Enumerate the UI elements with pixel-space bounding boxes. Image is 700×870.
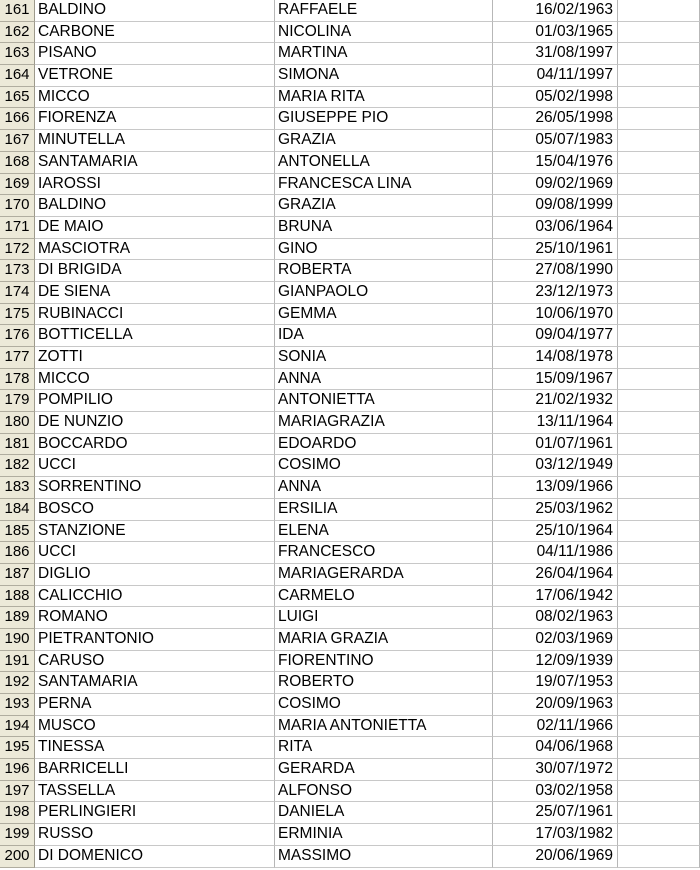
name-cell[interactable]: FRANCESCO [275, 542, 493, 564]
date-cell[interactable]: 03/06/1964 [493, 217, 618, 239]
date-cell[interactable]: 13/11/1964 [493, 412, 618, 434]
row-header[interactable]: 161 [0, 0, 35, 22]
date-cell[interactable]: 17/03/1982 [493, 824, 618, 846]
row-header[interactable]: 183 [0, 477, 35, 499]
name-cell[interactable]: DANIELA [275, 802, 493, 824]
name-cell[interactable]: RAFFAELE [275, 0, 493, 22]
date-cell[interactable]: 03/12/1949 [493, 455, 618, 477]
empty-cell[interactable] [618, 217, 700, 239]
surname-cell[interactable]: DI BRIGIDA [35, 260, 275, 282]
date-cell[interactable]: 01/07/1961 [493, 434, 618, 456]
surname-cell[interactable]: MUSCO [35, 716, 275, 738]
empty-cell[interactable] [618, 499, 700, 521]
row-header[interactable]: 186 [0, 542, 35, 564]
surname-cell[interactable]: ROMANO [35, 607, 275, 629]
surname-cell[interactable]: BALDINO [35, 195, 275, 217]
surname-cell[interactable]: FIORENZA [35, 108, 275, 130]
empty-cell[interactable] [618, 108, 700, 130]
date-cell[interactable]: 09/08/1999 [493, 195, 618, 217]
empty-cell[interactable] [618, 629, 700, 651]
empty-cell[interactable] [618, 369, 700, 391]
surname-cell[interactable]: DIGLIO [35, 564, 275, 586]
date-cell[interactable]: 09/02/1969 [493, 174, 618, 196]
surname-cell[interactable]: BOCCARDO [35, 434, 275, 456]
name-cell[interactable]: GIUSEPPE PIO [275, 108, 493, 130]
row-header[interactable]: 195 [0, 737, 35, 759]
row-header[interactable]: 169 [0, 174, 35, 196]
empty-cell[interactable] [618, 152, 700, 174]
date-cell[interactable]: 16/02/1963 [493, 0, 618, 22]
surname-cell[interactable]: DE MAIO [35, 217, 275, 239]
name-cell[interactable]: MARIA RITA [275, 87, 493, 109]
date-cell[interactable]: 25/07/1961 [493, 802, 618, 824]
row-header[interactable]: 172 [0, 239, 35, 261]
date-cell[interactable]: 04/11/1986 [493, 542, 618, 564]
date-cell[interactable]: 25/10/1961 [493, 239, 618, 261]
empty-cell[interactable] [618, 716, 700, 738]
date-cell[interactable]: 12/09/1939 [493, 651, 618, 673]
row-header[interactable]: 187 [0, 564, 35, 586]
row-header[interactable]: 191 [0, 651, 35, 673]
empty-cell[interactable] [618, 434, 700, 456]
row-header[interactable]: 198 [0, 802, 35, 824]
empty-cell[interactable] [618, 607, 700, 629]
date-cell[interactable]: 26/04/1964 [493, 564, 618, 586]
date-cell[interactable]: 19/07/1953 [493, 672, 618, 694]
empty-cell[interactable] [618, 542, 700, 564]
empty-cell[interactable] [618, 737, 700, 759]
empty-cell[interactable] [618, 477, 700, 499]
row-header[interactable]: 163 [0, 43, 35, 65]
date-cell[interactable]: 23/12/1973 [493, 282, 618, 304]
date-cell[interactable]: 15/09/1967 [493, 369, 618, 391]
name-cell[interactable]: ANNA [275, 369, 493, 391]
date-cell[interactable]: 15/04/1976 [493, 152, 618, 174]
name-cell[interactable]: ALFONSO [275, 781, 493, 803]
date-cell[interactable]: 20/06/1969 [493, 846, 618, 868]
empty-cell[interactable] [618, 390, 700, 412]
surname-cell[interactable]: SANTAMARIA [35, 672, 275, 694]
date-cell[interactable]: 09/04/1977 [493, 325, 618, 347]
surname-cell[interactable]: BOSCO [35, 499, 275, 521]
name-cell[interactable]: FRANCESCA LINA [275, 174, 493, 196]
empty-cell[interactable] [618, 304, 700, 326]
name-cell[interactable]: MARIA ANTONIETTA [275, 716, 493, 738]
row-header[interactable]: 199 [0, 824, 35, 846]
row-header[interactable]: 179 [0, 390, 35, 412]
row-header[interactable]: 184 [0, 499, 35, 521]
date-cell[interactable]: 26/05/1998 [493, 108, 618, 130]
row-header[interactable]: 165 [0, 87, 35, 109]
empty-cell[interactable] [618, 824, 700, 846]
name-cell[interactable]: ANTONELLA [275, 152, 493, 174]
date-cell[interactable]: 10/06/1970 [493, 304, 618, 326]
empty-cell[interactable] [618, 802, 700, 824]
row-header[interactable]: 194 [0, 716, 35, 738]
surname-cell[interactable]: TASSELLA [35, 781, 275, 803]
name-cell[interactable]: MARIAGERARDA [275, 564, 493, 586]
empty-cell[interactable] [618, 43, 700, 65]
date-cell[interactable]: 04/06/1968 [493, 737, 618, 759]
row-header[interactable]: 162 [0, 22, 35, 44]
surname-cell[interactable]: VETRONE [35, 65, 275, 87]
surname-cell[interactable]: STANZIONE [35, 521, 275, 543]
row-header[interactable]: 164 [0, 65, 35, 87]
name-cell[interactable]: ROBERTA [275, 260, 493, 282]
date-cell[interactable]: 20/09/1963 [493, 694, 618, 716]
empty-cell[interactable] [618, 87, 700, 109]
empty-cell[interactable] [618, 239, 700, 261]
date-cell[interactable]: 31/08/1997 [493, 43, 618, 65]
surname-cell[interactable]: PERLINGIERI [35, 802, 275, 824]
row-header[interactable]: 185 [0, 521, 35, 543]
row-header[interactable]: 167 [0, 130, 35, 152]
surname-cell[interactable]: DE NUNZIO [35, 412, 275, 434]
empty-cell[interactable] [618, 347, 700, 369]
row-header[interactable]: 188 [0, 586, 35, 608]
date-cell[interactable]: 04/11/1997 [493, 65, 618, 87]
surname-cell[interactable]: SANTAMARIA [35, 152, 275, 174]
empty-cell[interactable] [618, 174, 700, 196]
empty-cell[interactable] [618, 455, 700, 477]
name-cell[interactable]: GEMMA [275, 304, 493, 326]
row-header[interactable]: 177 [0, 347, 35, 369]
row-header[interactable]: 166 [0, 108, 35, 130]
name-cell[interactable]: MARIAGRAZIA [275, 412, 493, 434]
surname-cell[interactable]: SORRENTINO [35, 477, 275, 499]
name-cell[interactable]: ANNA [275, 477, 493, 499]
row-header[interactable]: 190 [0, 629, 35, 651]
row-header[interactable]: 170 [0, 195, 35, 217]
date-cell[interactable]: 05/02/1998 [493, 87, 618, 109]
surname-cell[interactable]: MASCIOTRA [35, 239, 275, 261]
name-cell[interactable]: GINO [275, 239, 493, 261]
name-cell[interactable]: FIORENTINO [275, 651, 493, 673]
row-header[interactable]: 178 [0, 369, 35, 391]
empty-cell[interactable] [618, 412, 700, 434]
name-cell[interactable]: MASSIMO [275, 846, 493, 868]
row-header[interactable]: 176 [0, 325, 35, 347]
name-cell[interactable]: RITA [275, 737, 493, 759]
surname-cell[interactable]: MICCO [35, 369, 275, 391]
row-header[interactable]: 171 [0, 217, 35, 239]
name-cell[interactable]: CARMELO [275, 586, 493, 608]
row-header[interactable]: 181 [0, 434, 35, 456]
surname-cell[interactable]: IAROSSI [35, 174, 275, 196]
name-cell[interactable]: ERMINIA [275, 824, 493, 846]
empty-cell[interactable] [618, 846, 700, 868]
name-cell[interactable]: GERARDA [275, 759, 493, 781]
surname-cell[interactable]: CALICCHIO [35, 586, 275, 608]
name-cell[interactable]: ELENA [275, 521, 493, 543]
surname-cell[interactable]: BOTTICELLA [35, 325, 275, 347]
surname-cell[interactable]: DI DOMENICO [35, 846, 275, 868]
surname-cell[interactable]: UCCI [35, 455, 275, 477]
surname-cell[interactable]: CARBONE [35, 22, 275, 44]
surname-cell[interactable]: CARUSO [35, 651, 275, 673]
name-cell[interactable]: LUIGI [275, 607, 493, 629]
date-cell[interactable]: 05/07/1983 [493, 130, 618, 152]
row-header[interactable]: 193 [0, 694, 35, 716]
date-cell[interactable]: 02/03/1969 [493, 629, 618, 651]
row-header[interactable]: 197 [0, 781, 35, 803]
date-cell[interactable]: 30/07/1972 [493, 759, 618, 781]
row-header[interactable]: 196 [0, 759, 35, 781]
empty-cell[interactable] [618, 325, 700, 347]
surname-cell[interactable]: DE SIENA [35, 282, 275, 304]
row-header[interactable]: 173 [0, 260, 35, 282]
empty-cell[interactable] [618, 672, 700, 694]
row-header[interactable]: 189 [0, 607, 35, 629]
surname-cell[interactable]: UCCI [35, 542, 275, 564]
surname-cell[interactable]: BALDINO [35, 0, 275, 22]
name-cell[interactable]: ERSILIA [275, 499, 493, 521]
date-cell[interactable]: 25/10/1964 [493, 521, 618, 543]
empty-cell[interactable] [618, 694, 700, 716]
surname-cell[interactable]: POMPILIO [35, 390, 275, 412]
row-header[interactable]: 192 [0, 672, 35, 694]
date-cell[interactable]: 27/08/1990 [493, 260, 618, 282]
surname-cell[interactable]: PISANO [35, 43, 275, 65]
empty-cell[interactable] [618, 0, 700, 22]
name-cell[interactable]: MARTINA [275, 43, 493, 65]
empty-cell[interactable] [618, 65, 700, 87]
name-cell[interactable]: BRUNA [275, 217, 493, 239]
name-cell[interactable]: NICOLINA [275, 22, 493, 44]
name-cell[interactable]: SIMONA [275, 65, 493, 87]
name-cell[interactable]: IDA [275, 325, 493, 347]
date-cell[interactable]: 13/09/1966 [493, 477, 618, 499]
name-cell[interactable]: ROBERTO [275, 672, 493, 694]
surname-cell[interactable]: ZOTTI [35, 347, 275, 369]
surname-cell[interactable]: PERNA [35, 694, 275, 716]
surname-cell[interactable]: PIETRANTONIO [35, 629, 275, 651]
surname-cell[interactable]: RUSSO [35, 824, 275, 846]
row-header[interactable]: 168 [0, 152, 35, 174]
name-cell[interactable]: GRAZIA [275, 130, 493, 152]
name-cell[interactable]: EDOARDO [275, 434, 493, 456]
name-cell[interactable]: ANTONIETTA [275, 390, 493, 412]
empty-cell[interactable] [618, 22, 700, 44]
name-cell[interactable]: GIANPAOLO [275, 282, 493, 304]
date-cell[interactable]: 25/03/1962 [493, 499, 618, 521]
surname-cell[interactable]: BARRICELLI [35, 759, 275, 781]
row-header[interactable]: 200 [0, 846, 35, 868]
row-header[interactable]: 180 [0, 412, 35, 434]
name-cell[interactable]: MARIA GRAZIA [275, 629, 493, 651]
row-header[interactable]: 175 [0, 304, 35, 326]
empty-cell[interactable] [618, 521, 700, 543]
empty-cell[interactable] [618, 564, 700, 586]
surname-cell[interactable]: TINESSA [35, 737, 275, 759]
date-cell[interactable]: 03/02/1958 [493, 781, 618, 803]
row-header[interactable]: 174 [0, 282, 35, 304]
name-cell[interactable]: GRAZIA [275, 195, 493, 217]
empty-cell[interactable] [618, 759, 700, 781]
empty-cell[interactable] [618, 651, 700, 673]
date-cell[interactable]: 21/02/1932 [493, 390, 618, 412]
empty-cell[interactable] [618, 260, 700, 282]
empty-cell[interactable] [618, 781, 700, 803]
date-cell[interactable]: 01/03/1965 [493, 22, 618, 44]
surname-cell[interactable]: RUBINACCI [35, 304, 275, 326]
name-cell[interactable]: COSIMO [275, 694, 493, 716]
date-cell[interactable]: 14/08/1978 [493, 347, 618, 369]
empty-cell[interactable] [618, 130, 700, 152]
row-header[interactable]: 182 [0, 455, 35, 477]
name-cell[interactable]: SONIA [275, 347, 493, 369]
empty-cell[interactable] [618, 586, 700, 608]
empty-cell[interactable] [618, 282, 700, 304]
name-cell[interactable]: COSIMO [275, 455, 493, 477]
surname-cell[interactable]: MICCO [35, 87, 275, 109]
empty-cell[interactable] [618, 195, 700, 217]
date-cell[interactable]: 08/02/1963 [493, 607, 618, 629]
date-cell[interactable]: 02/11/1966 [493, 716, 618, 738]
date-cell[interactable]: 17/06/1942 [493, 586, 618, 608]
surname-cell[interactable]: MINUTELLA [35, 130, 275, 152]
